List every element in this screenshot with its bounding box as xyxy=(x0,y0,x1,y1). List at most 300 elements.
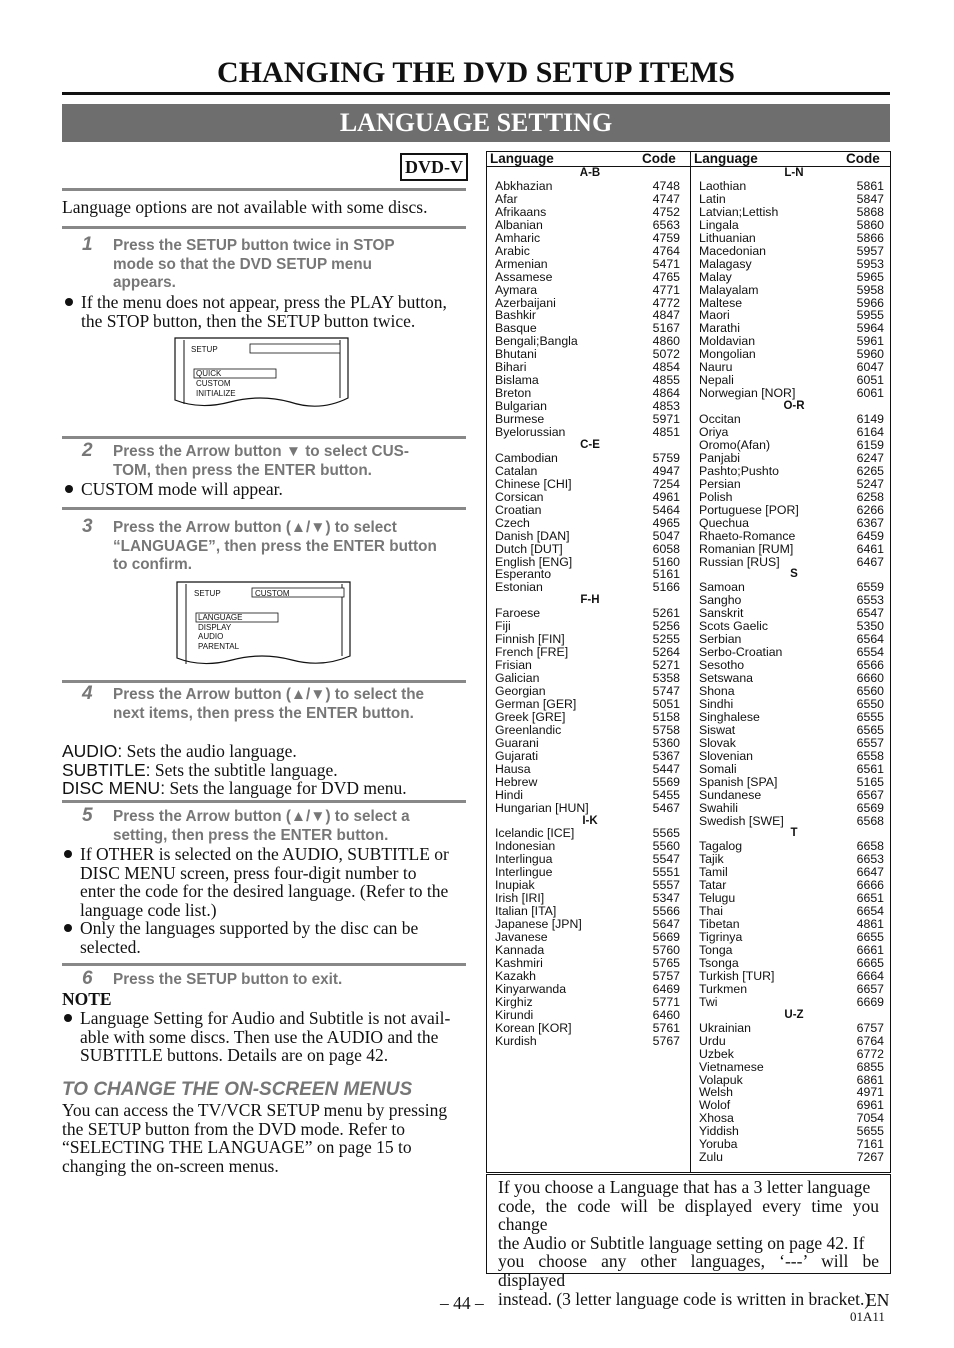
language-name: Indonesian xyxy=(495,839,556,854)
language-name: Georgian xyxy=(495,684,546,698)
language-name: Guarani xyxy=(495,735,539,750)
language-code: 5767 xyxy=(652,1033,680,1048)
col-header-code-left: Code xyxy=(642,151,676,166)
language-code: 6855 xyxy=(856,1059,884,1074)
menu-item-language: LANGUAGE xyxy=(198,613,243,622)
language-code: 6557 xyxy=(856,735,884,750)
language-name: Xhosa xyxy=(699,1111,734,1126)
bullet-line: Only the languages supported by the disc can be xyxy=(80,918,419,938)
language-code: 6655 xyxy=(856,930,884,945)
language-code: 6647 xyxy=(856,865,884,880)
note-bullet xyxy=(80,1009,450,1065)
language-code: 4765 xyxy=(652,269,680,284)
language-name: Tigrinya xyxy=(699,930,743,945)
section-label: O-R xyxy=(783,400,805,413)
language-name: Japanese [JPN] xyxy=(495,917,582,932)
language-code: 4772 xyxy=(652,295,680,310)
language-name: Fiji xyxy=(495,619,511,634)
step-line: appears. xyxy=(113,274,176,291)
language-name: Slovenian xyxy=(699,748,754,763)
language-code: 4752 xyxy=(652,204,680,219)
language-code: 5467 xyxy=(652,800,680,815)
language-name: Arabic xyxy=(495,243,530,258)
language-name: Bislama xyxy=(495,373,539,388)
language-name: Marathi xyxy=(699,321,741,336)
language-code: 4764 xyxy=(652,243,680,258)
language-code: 5861 xyxy=(856,178,884,193)
language-name: Serbian xyxy=(699,632,742,647)
language-name: Bashkir xyxy=(495,308,537,323)
language-code: 6654 xyxy=(856,904,884,919)
language-name: Somali xyxy=(699,761,737,776)
step-number-2: 2 xyxy=(82,440,93,461)
language-name: Swedish [SWE] xyxy=(699,813,784,828)
language-code: 6367 xyxy=(856,515,884,530)
language-name: Bulgarian xyxy=(495,399,547,414)
menu-item-initialize: INITIALIZE xyxy=(196,389,236,398)
step-1-text xyxy=(113,237,395,293)
language-code: 4947 xyxy=(652,463,680,478)
step-line: Press the Arrow button (▲/▼) to select the xyxy=(113,686,425,703)
language-code: 5350 xyxy=(856,619,884,634)
menu-item-display: DISPLAY xyxy=(198,622,232,632)
bullet-dot xyxy=(65,298,73,306)
language-code: 4847 xyxy=(652,308,680,323)
language-name: Polish xyxy=(699,489,733,504)
language-code: 5471 xyxy=(652,256,680,271)
step-line: mode so that the DVD SETUP menu xyxy=(113,255,372,273)
step-2-bullet xyxy=(81,480,283,499)
language-code: 5367 xyxy=(652,748,680,763)
menu2-tab: CUSTOM xyxy=(255,589,290,598)
language-code: 4855 xyxy=(652,373,680,388)
language-code: 6658 xyxy=(856,839,884,854)
language-code: 5447 xyxy=(652,761,680,776)
language-name: English [ENG] xyxy=(495,554,573,569)
language-code: 6565 xyxy=(856,722,884,737)
divider xyxy=(62,800,466,803)
language-name: Burmese xyxy=(495,412,545,427)
onscreen-line: You can access the TV/VCR SETUP menu by pressing xyxy=(62,1100,448,1120)
footer-code: 01A11 xyxy=(850,1309,885,1324)
language-code: 5655 xyxy=(856,1124,884,1139)
language-code: 5261 xyxy=(652,606,680,621)
language-name: Spanish [SPA] xyxy=(699,774,778,789)
step-line: Press the Arrow button ▼ to select CUS- xyxy=(113,443,409,460)
def-disc-menu xyxy=(62,779,407,798)
language-code: 5765 xyxy=(652,955,680,970)
language-name: Italian [ITA] xyxy=(495,904,557,919)
language-code: 7161 xyxy=(856,1137,884,1152)
language-name: Kurdish xyxy=(495,1033,537,1048)
language-name: Rhaeto-Romance xyxy=(699,528,796,543)
language-code: 6757 xyxy=(856,1020,884,1035)
language-name: Persian xyxy=(699,476,741,491)
table-header-rule xyxy=(486,166,891,167)
language-name: Zulu xyxy=(699,1150,723,1165)
language-code: 5866 xyxy=(856,230,884,245)
bracket-note-text xyxy=(498,1178,879,1308)
language-name: Tsonga xyxy=(699,955,739,970)
language-code: 6461 xyxy=(856,541,884,556)
language-name: Sindhi xyxy=(699,696,734,711)
menu-item-parental: PARENTAL xyxy=(198,641,240,651)
language-code: 5757 xyxy=(652,968,680,983)
section-label: I-K xyxy=(582,814,598,827)
language-name: Moldavian xyxy=(699,334,756,349)
language-code: 4971 xyxy=(856,1085,884,1100)
onscreen-line: changing the on-screen menus. xyxy=(62,1155,279,1176)
language-code: 5551 xyxy=(652,865,680,880)
section-label: F-H xyxy=(580,594,600,607)
language-name: Setswana xyxy=(699,671,754,686)
language-name: Siswat xyxy=(699,722,736,737)
step-line: Press the SETUP button twice in STOP xyxy=(113,237,395,254)
language-code: 6265 xyxy=(856,463,884,478)
language-code: 6653 xyxy=(856,852,884,867)
language-name: Ukrainian xyxy=(699,1020,751,1035)
language-code: 6558 xyxy=(856,748,884,763)
def-value: Sets the language for DVD menu. xyxy=(165,778,407,798)
language-code: 5647 xyxy=(652,917,680,932)
language-name: Latvian;Lettish xyxy=(699,204,779,219)
language-name: Tatar xyxy=(699,878,727,893)
language-code: 6266 xyxy=(856,502,884,517)
language-name: Laothian xyxy=(699,178,747,193)
language-name: Maori xyxy=(699,308,730,323)
language-code: 5360 xyxy=(652,735,680,750)
language-code: 6047 xyxy=(856,360,884,375)
language-name: German [GER] xyxy=(495,696,577,711)
language-name: Tibetan xyxy=(699,917,740,932)
language-code: 4747 xyxy=(652,191,680,206)
language-name: Macedonian xyxy=(699,243,766,258)
language-code: 6159 xyxy=(856,437,884,452)
intro-text: Language options are not available with some discs. xyxy=(62,197,428,217)
language-code: 6564 xyxy=(856,632,884,647)
box-note-line: code, the code will be displayed every time you change xyxy=(498,1195,879,1235)
language-code: 6569 xyxy=(856,800,884,815)
language-code: 6861 xyxy=(856,1072,884,1087)
language-name: Kirghiz xyxy=(495,994,533,1009)
language-name: Kannada xyxy=(495,943,545,957)
language-code: 6258 xyxy=(856,489,884,504)
language-name: Croatian xyxy=(495,502,542,517)
language-code: 5758 xyxy=(652,722,680,737)
footer-language: EN xyxy=(866,1290,890,1310)
bullet-line: the STOP button, then the SETUP button twice. xyxy=(81,310,416,331)
language-name: Afrikaans xyxy=(495,204,547,219)
language-name: Dutch [DUT] xyxy=(495,541,563,556)
def-key: AUDIO: xyxy=(62,741,123,761)
language-name: Hindi xyxy=(495,787,524,802)
language-name: Swahili xyxy=(699,800,738,815)
language-code: 5966 xyxy=(856,295,884,310)
step-line: to confirm. xyxy=(113,556,193,573)
language-name: Kashmiri xyxy=(495,955,543,970)
language-name: Chinese [CHI] xyxy=(495,476,572,491)
language-name: Frisian xyxy=(495,658,532,673)
onscreen-line: the SETUP button from the DVD mode. Refer to xyxy=(62,1118,405,1139)
language-name: Bhutani xyxy=(495,347,537,362)
language-code: 6061 xyxy=(856,386,884,401)
step-4-text xyxy=(113,686,424,723)
language-name: Javanese xyxy=(495,930,548,945)
language-name: Irish [IRI] xyxy=(495,891,545,906)
language-name: Basque xyxy=(495,321,537,336)
language-code: 6554 xyxy=(856,645,884,660)
language-name: Turkish [TUR] xyxy=(699,968,775,983)
section-label: U-Z xyxy=(784,1008,804,1021)
bullet-line: DISC MENU screen, press four-digit number to xyxy=(80,862,417,883)
step-3-text xyxy=(113,519,437,575)
menu-item-quick: QUICK xyxy=(196,369,222,378)
language-code: 6764 xyxy=(856,1033,884,1048)
language-name: Catalan xyxy=(495,463,538,478)
language-code: 6460 xyxy=(652,1007,680,1022)
language-code: 7254 xyxy=(652,476,680,491)
language-name: Lingala xyxy=(699,217,739,232)
language-name: Yiddish xyxy=(699,1124,739,1139)
language-code: 5958 xyxy=(856,282,884,297)
language-name: Breton xyxy=(495,386,532,401)
language-name: Oromo(Afan) xyxy=(699,437,771,452)
language-name: Danish [DAN] xyxy=(495,528,570,543)
language-name: Serbo-Croatian xyxy=(699,645,783,660)
language-name: Byelorussian xyxy=(495,425,566,439)
bullet-line: enter the code for the desired language. (Refer to the xyxy=(80,881,449,901)
language-code: 5247 xyxy=(856,476,884,491)
language-code: 6567 xyxy=(856,787,884,802)
menu2-header: SETUP xyxy=(194,589,221,598)
language-name: Malagasy xyxy=(699,256,752,271)
language-code: 5960 xyxy=(856,347,884,362)
language-code: 5256 xyxy=(652,619,680,634)
language-name: Lithuanian xyxy=(699,230,756,245)
language-code: 6553 xyxy=(856,593,884,608)
note-line: Language Setting for Audio and Subtitle is not avail- xyxy=(80,1008,451,1028)
language-name: Tagalog xyxy=(699,839,743,854)
language-name: Volapuk xyxy=(699,1072,743,1087)
page-title: CHANGING THE DVD SETUP ITEMS xyxy=(217,56,735,89)
language-code: 6651 xyxy=(856,891,884,906)
language-code: 6459 xyxy=(856,528,884,543)
language-name: Greenlandic xyxy=(495,722,562,737)
language-code: 6058 xyxy=(652,541,680,556)
language-name: Interlingue xyxy=(495,865,553,880)
language-code: 6566 xyxy=(856,658,884,673)
step-number-6: 6 xyxy=(82,968,93,989)
language-code: 6467 xyxy=(856,554,884,569)
step-line: setting, then press the ENTER button. xyxy=(113,826,389,844)
bullet-dot xyxy=(64,850,72,858)
language-code: 5965 xyxy=(856,269,884,284)
language-code: 4854 xyxy=(652,360,680,375)
language-name: Kinyarwanda xyxy=(495,981,567,996)
language-code: 4851 xyxy=(652,425,680,439)
language-name: Kazakh xyxy=(495,968,537,983)
language-code: 6051 xyxy=(856,373,884,388)
language-code: 6666 xyxy=(856,878,884,893)
box-note-line: If you choose a Language that has a 3 letter language xyxy=(498,1177,871,1197)
language-code: 5560 xyxy=(652,839,680,854)
step-5-bullet-1 xyxy=(80,845,466,919)
step-5-bullet-2 xyxy=(80,919,418,956)
language-code: 5557 xyxy=(652,878,680,893)
language-code: 4861 xyxy=(856,917,884,932)
language-code: 6559 xyxy=(856,580,884,595)
language-code: 6563 xyxy=(652,217,680,232)
title-rule xyxy=(62,92,890,95)
language-code: 6568 xyxy=(856,813,884,828)
language-name: Albanian xyxy=(495,217,543,232)
language-code: 6664 xyxy=(856,968,884,983)
language-code: 5569 xyxy=(652,774,680,789)
col-header-code-right: Code xyxy=(846,151,880,166)
language-code: 6657 xyxy=(856,981,884,996)
step-5-text xyxy=(113,808,410,845)
language-name: French [FRE] xyxy=(495,645,569,660)
language-name: Latin xyxy=(699,191,726,206)
section-label: T xyxy=(790,827,798,840)
language-name: Cambodian xyxy=(495,450,558,465)
language-code: 5455 xyxy=(652,787,680,802)
language-name: Hungarian [HUN] xyxy=(495,800,589,815)
language-name: Panjabi xyxy=(699,450,741,465)
language-code: 4965 xyxy=(652,515,680,530)
language-code: 5347 xyxy=(652,891,680,906)
language-name: Nepali xyxy=(699,373,734,388)
language-code: 5953 xyxy=(856,256,884,271)
language-name: Faroese xyxy=(495,606,541,621)
table-column-divider xyxy=(690,151,691,1173)
language-name: Kirundi xyxy=(495,1007,534,1022)
language-code: 6961 xyxy=(856,1098,884,1113)
language-name: Czech xyxy=(495,515,530,530)
divider xyxy=(62,680,466,683)
section-label: A-B xyxy=(579,167,601,179)
section-label: L-N xyxy=(784,167,804,179)
language-name: Estonian xyxy=(495,580,543,595)
box-note-line: you choose any other languages, ‘---’ will be displayed xyxy=(498,1251,879,1290)
dvd-v-badge: DVD-V xyxy=(400,153,468,181)
language-name: Bihari xyxy=(495,360,527,375)
step-6-text: Press the SETUP button to exit. xyxy=(113,971,343,988)
language-name: Finnish [FIN] xyxy=(495,632,565,647)
language-code: 4759 xyxy=(652,230,680,245)
language-name: Abkhazian xyxy=(495,178,553,193)
language-code: 5271 xyxy=(652,658,680,673)
language-name: Assamese xyxy=(495,269,553,284)
divider xyxy=(62,507,466,510)
divider xyxy=(62,436,466,439)
bullet-line: If the menu does not appear, press the PLAY button, xyxy=(81,292,447,312)
language-code: 5047 xyxy=(652,528,680,543)
language-code: 5971 xyxy=(652,412,680,427)
language-code: 5051 xyxy=(652,696,680,711)
language-code: 5158 xyxy=(652,709,680,724)
language-name: Wolof xyxy=(699,1098,731,1113)
language-code: 4860 xyxy=(652,334,680,349)
language-code: 5747 xyxy=(652,684,680,698)
language-code: 5760 xyxy=(652,943,680,957)
menu2-items xyxy=(198,613,242,651)
language-code: 5860 xyxy=(856,217,884,232)
language-name: Norwegian [NOR] xyxy=(699,386,796,401)
step-number-3: 3 xyxy=(82,516,93,537)
note-label: NOTE xyxy=(62,989,112,1009)
language-code: 5669 xyxy=(652,930,680,945)
language-code: 6661 xyxy=(856,943,884,957)
menu1-items xyxy=(196,369,236,399)
language-name: Sesotho xyxy=(699,658,745,673)
language-name: Hausa xyxy=(495,761,531,776)
header-field xyxy=(250,344,340,353)
language-name: Korean [KOR] xyxy=(495,1020,572,1035)
language-code: 4864 xyxy=(652,386,680,401)
language-name: Afar xyxy=(495,191,518,206)
section-label: C-E xyxy=(580,438,600,451)
bullet-dot xyxy=(65,485,73,493)
language-name: Corsican xyxy=(495,489,544,504)
menu-item-audio: AUDIO xyxy=(198,632,224,642)
language-name: Sangho xyxy=(699,593,742,608)
language-code: 5761 xyxy=(652,1020,680,1035)
box-note-line: the Audio or Subtitle language setting on page 42. If xyxy=(498,1232,865,1253)
language-code: 5961 xyxy=(856,334,884,349)
language-name: Aymara xyxy=(495,282,538,297)
bullet-line: CUSTOM mode will appear. xyxy=(81,479,283,499)
language-code: 5264 xyxy=(652,645,680,660)
language-code: 4748 xyxy=(652,178,680,193)
language-code: 5868 xyxy=(856,204,884,219)
step-number-4: 4 xyxy=(82,683,93,704)
language-name: Azerbaijani xyxy=(495,295,556,310)
language-name: Tonga xyxy=(699,943,733,957)
step-2-text xyxy=(113,443,409,480)
language-name: Singhalese xyxy=(699,709,760,724)
bullet-line: language code list.) xyxy=(80,899,217,920)
language-name: Tamil xyxy=(699,865,728,880)
language-name: Shona xyxy=(699,684,735,698)
language-name: Welsh xyxy=(699,1085,733,1100)
def-key: DISC MENU: xyxy=(62,778,166,798)
language-name: Scots Gaelic xyxy=(699,619,769,634)
language-name: Malay xyxy=(699,269,732,284)
def-subtitle xyxy=(62,761,407,780)
divider xyxy=(62,963,466,966)
language-code: 5955 xyxy=(856,308,884,323)
def-value: Sets the audio language. xyxy=(122,741,297,761)
language-name: Vietnamese xyxy=(699,1059,764,1074)
step-line: next items, then press the ENTER button. xyxy=(113,704,414,722)
def-audio xyxy=(62,742,407,761)
step-number-1: 1 xyxy=(82,234,93,255)
language-name: Hebrew xyxy=(495,774,538,789)
language-code: 5771 xyxy=(652,994,680,1009)
language-code: 6547 xyxy=(856,606,884,621)
col-header-language-left: Language xyxy=(490,151,554,166)
language-code: 4853 xyxy=(652,399,680,414)
language-code: 6660 xyxy=(856,671,884,686)
onscreen-line: “SELECTING THE LANGUAGE” on page 15 to xyxy=(62,1137,412,1157)
bullet-dot xyxy=(64,1014,72,1022)
language-code: 4771 xyxy=(652,282,680,297)
language-code: 6469 xyxy=(652,981,680,996)
language-code: 6550 xyxy=(856,696,884,711)
step-1-bullet xyxy=(81,293,447,330)
language-name: Thai xyxy=(699,904,723,919)
